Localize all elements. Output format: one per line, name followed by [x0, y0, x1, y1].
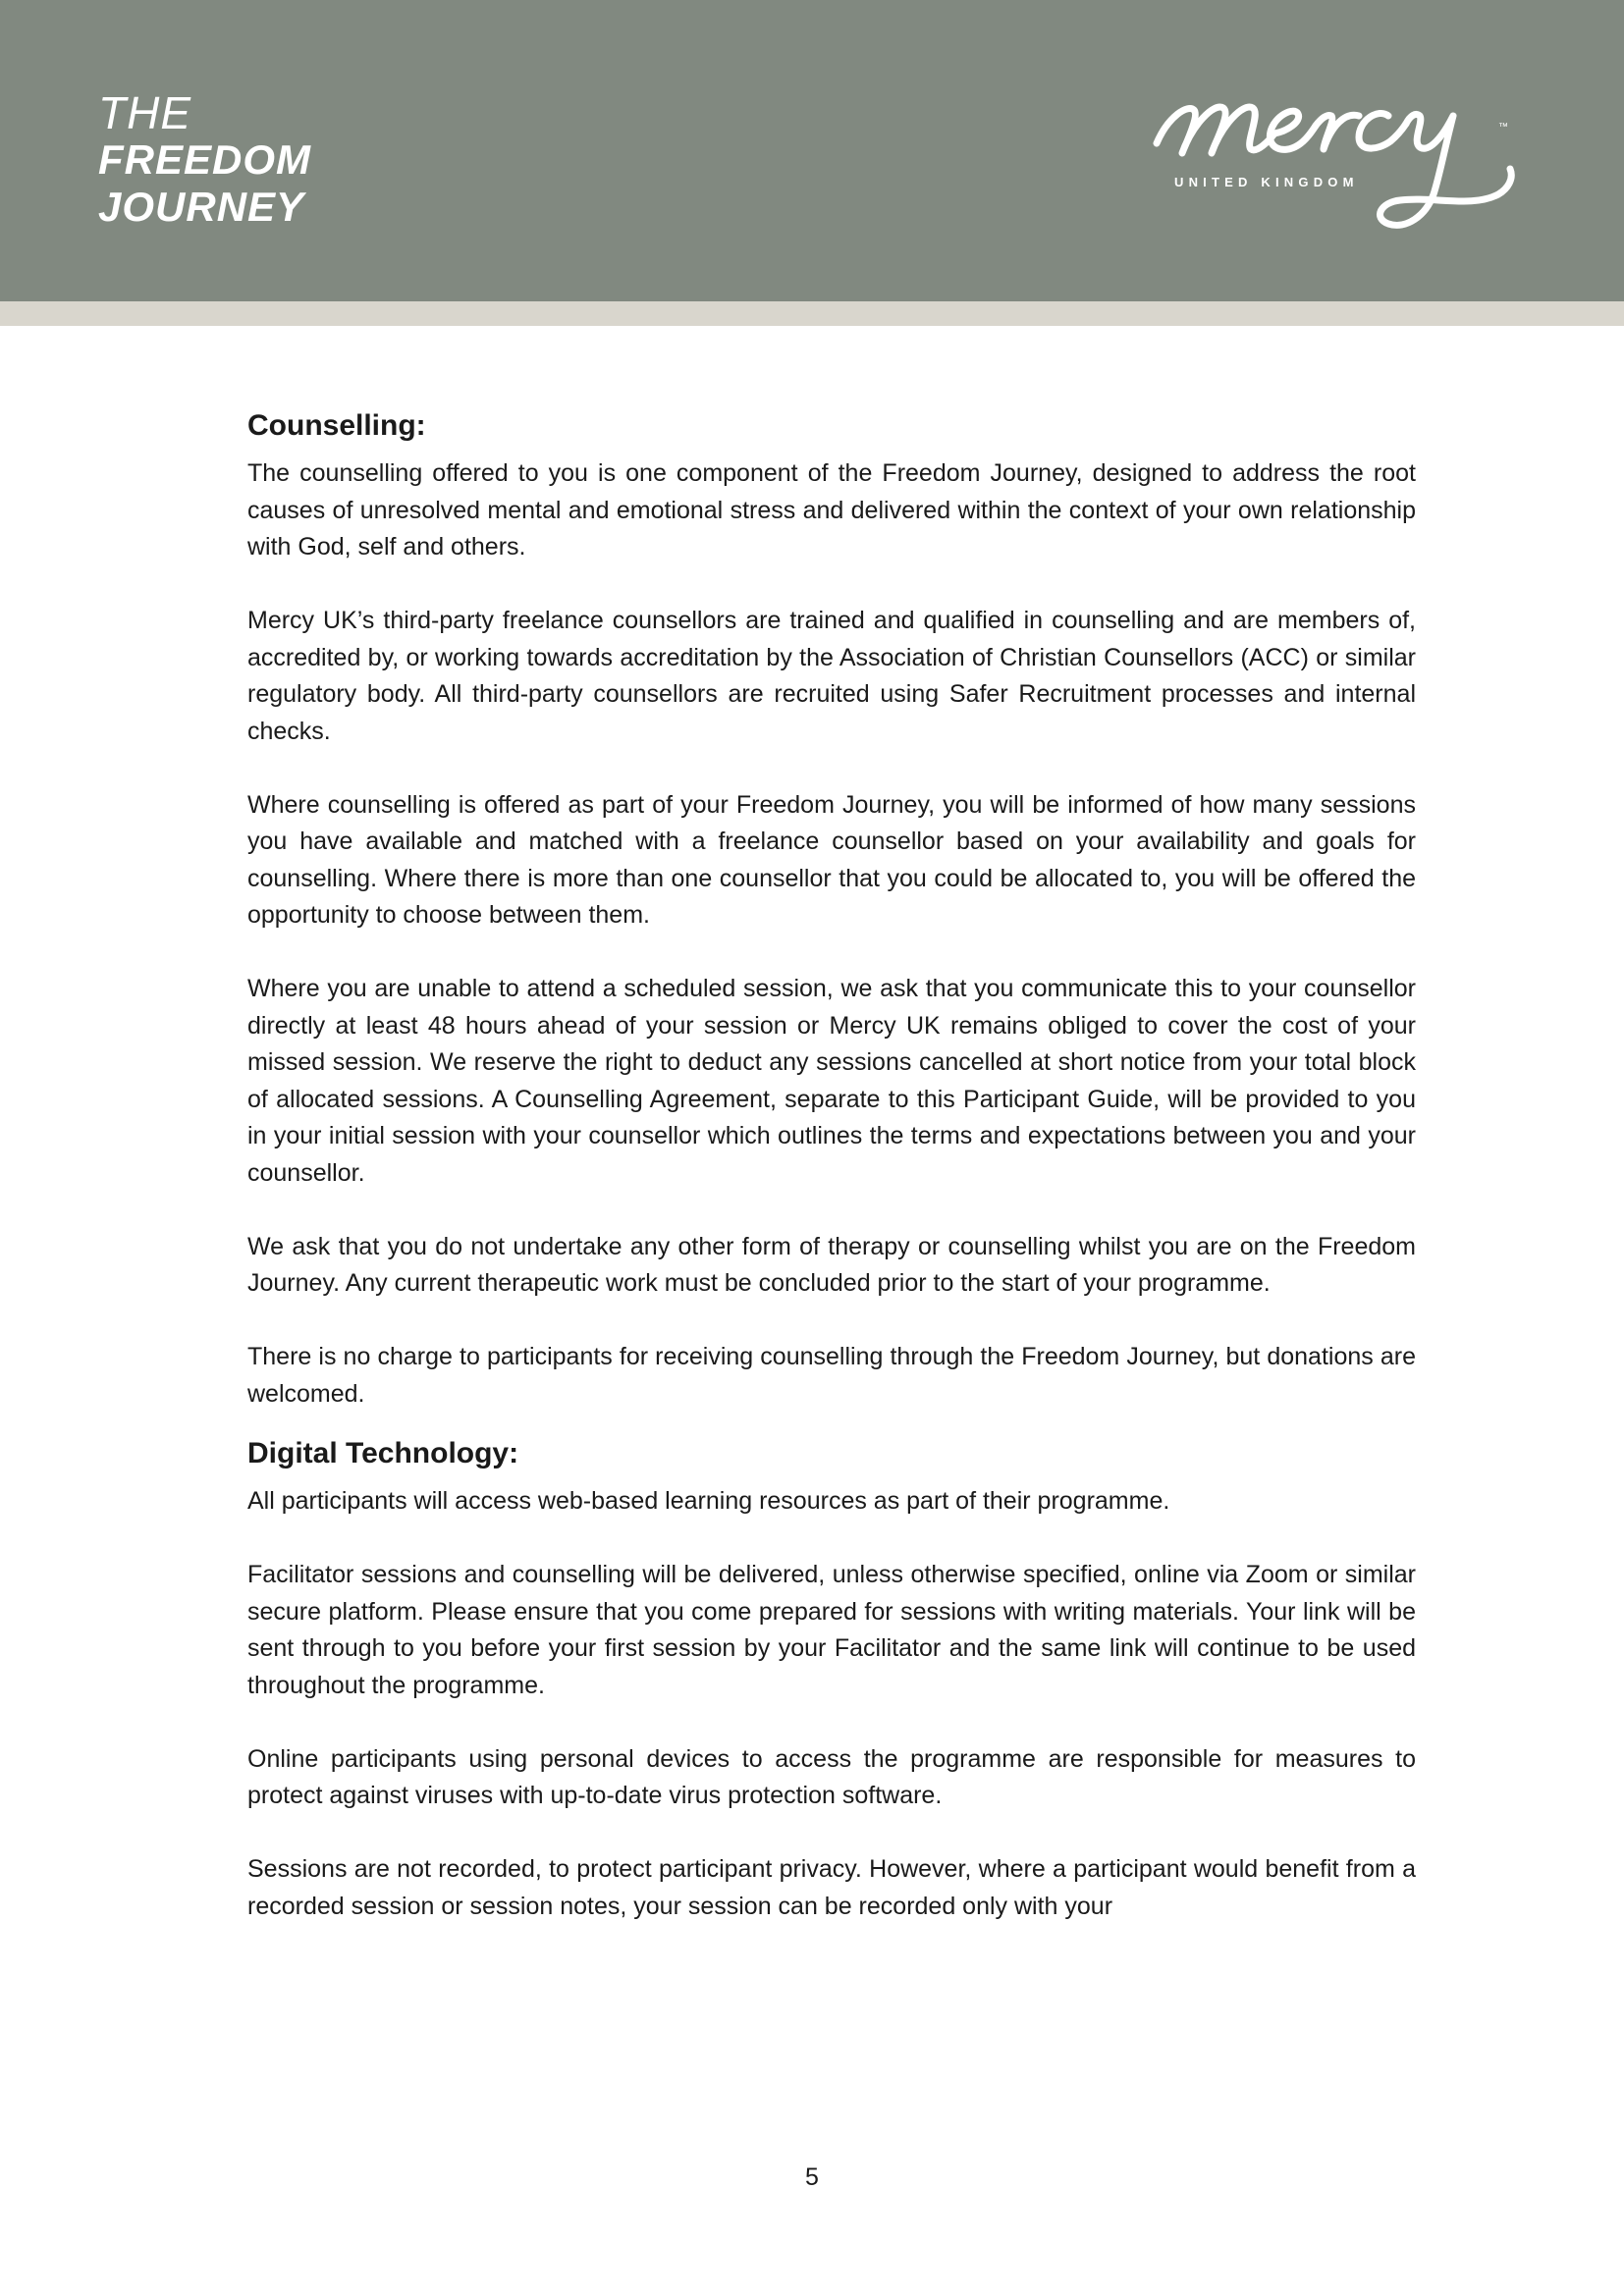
counselling-paragraph: There is no charge to participants for receiving counselling through the Freedom Journey, but donations are welcomed.	[247, 1343, 1416, 1408]
digital-technology-paragraph: Facilitator sessions and counselling will be delivered, unless otherwise specified, online via Zoom or similar secure platform. Please ensure that you come prepared for sessions with writing materials. Your link will be sent through to you before your first session by your Facilitator and the same link will continue to be used throughout the programme.	[247, 1561, 1416, 1699]
counselling-paragraph: Where counselling is offered as part of your Freedom Journey, you will be informed of how many sessions you have available and matched with a freelance counsellor based on your availability and goals for counselling. Where there is more than one counsellor that you could be allocated to, you will be offered the opportunity to choose between them.	[247, 790, 1416, 929]
digital-technology-paragraph: Sessions are not recorded, to protect participant privacy. However, where a participant would benefit from a recorded session or session notes, your session can be recorded only with your	[247, 1855, 1416, 1920]
header-accent-strip	[0, 301, 1624, 326]
document-body	[247, 397, 1416, 1925]
counselling-paragraph: Where you are unable to attend a scheduled session, we ask that you communicate this to your counsellor directly at least 48 hours ahead of your session or Mercy UK remains obliged to cover the cost of your missed session. We reserve the right to deduct any sessions cancelled at short notice from your total block of allocated sessions. A Counselling Agreement, separate to this Participant Guide, will be provided to you in your initial session with your counsellor which outlines the terms and expectations between you and your counsellor.	[247, 975, 1416, 1187]
counselling-paragraph: Mercy UK’s third-party freelance counsellors are trained and qualified in counselling and are members of, accredited by, or working towards accreditation by the Association of Christian Counsellors (ACC) or similar regulatory body. All third-party counsellors are recruited using Safer Recruitment processes and internal checks.	[247, 607, 1416, 745]
logo-subtitle: UNITED KINGDOM	[1174, 175, 1359, 189]
logo-line-the: THE	[98, 87, 191, 138]
counselling-paragraph: The counselling offered to you is one component of the Freedom Journey, designed to address the root causes of unresolved mental and emotional stress and delivered within the context of your own relationship with God, self and others.	[247, 459, 1416, 561]
page-header	[0, 0, 1624, 301]
section-heading-digital-technology: Digital Technology:	[247, 1437, 519, 1469]
mercy-uk-logo	[1149, 86, 1542, 234]
counselling-paragraph: We ask that you do not undertake any other form of therapy or counselling whilst you are on the Freedom Journey. Any current therapeutic work must be concluded prior to the start of your programme.	[247, 1232, 1416, 1297]
digital-technology-paragraph: Online participants using personal devices to access the programme are responsible for measures to protect against viruses with up-to-date virus protection software.	[247, 1744, 1416, 1809]
trademark-symbol: ™	[1498, 122, 1508, 133]
logo-line-freedom: FREEDOM	[98, 136, 311, 183]
section-heading-counselling: Counselling:	[247, 409, 426, 442]
freedom-journey-logo	[98, 87, 311, 230]
page-number: 5	[805, 2163, 819, 2191]
digital-technology-paragraph: All participants will access web-based learning resources as part of their programme.	[247, 1487, 1170, 1515]
logo-line-journey: JOURNEY	[98, 184, 305, 230]
